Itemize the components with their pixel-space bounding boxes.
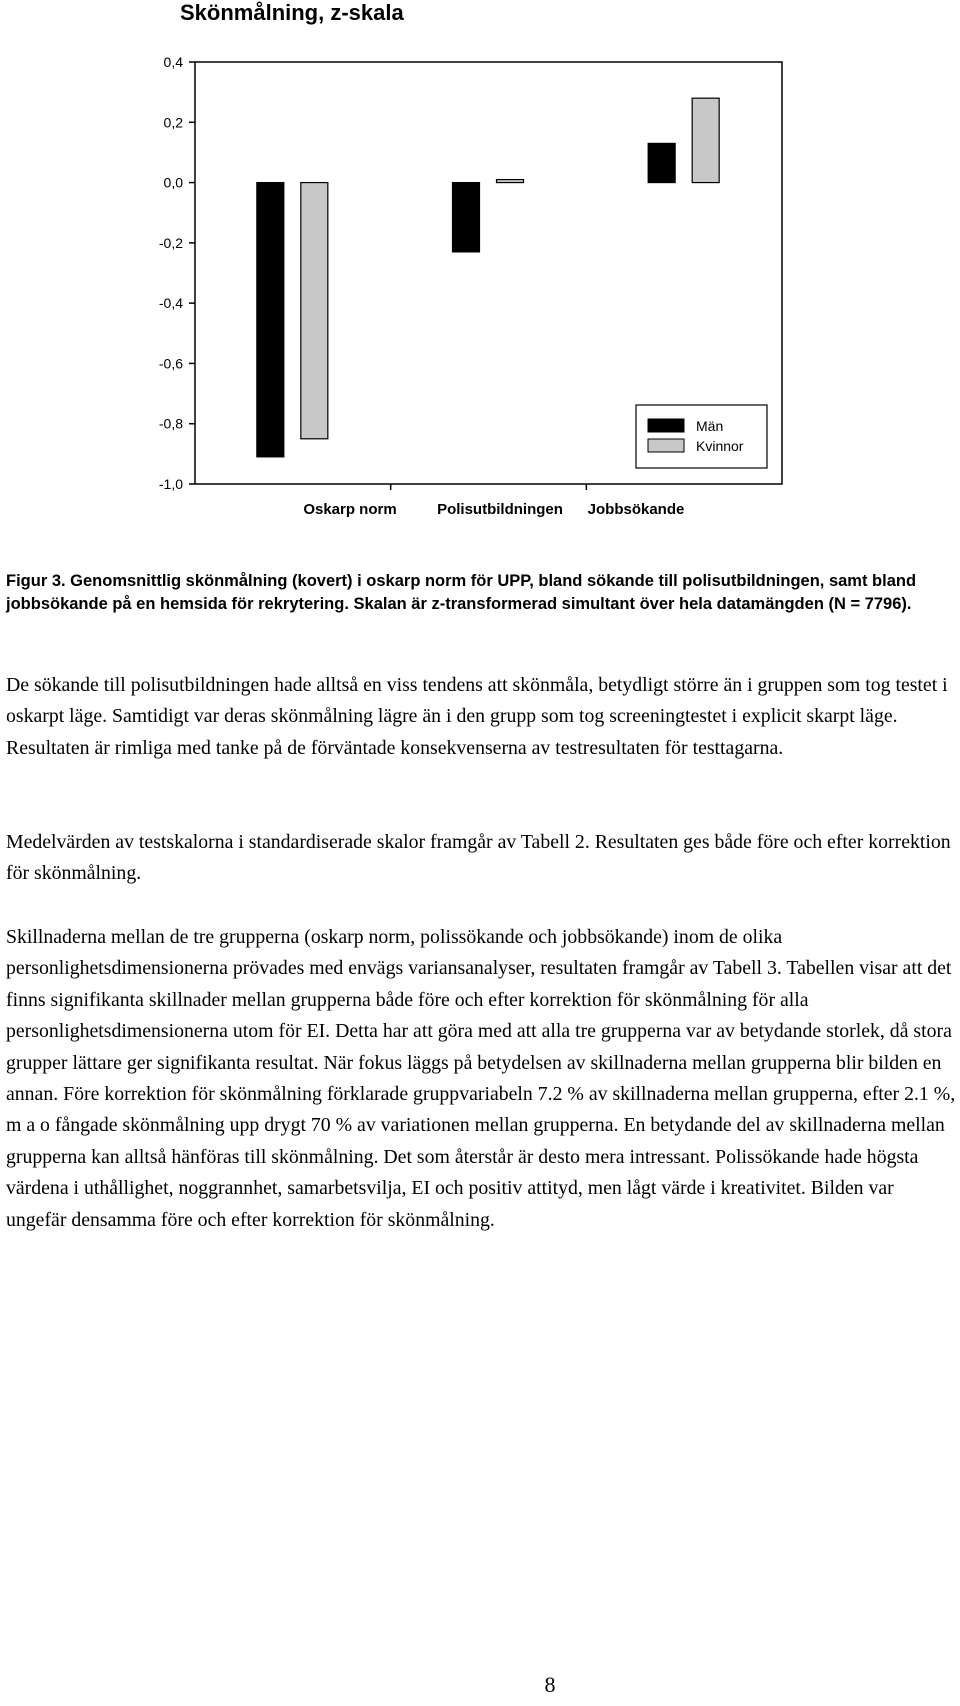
y-tick-label: -0,6: [158, 355, 183, 372]
y-tick-label: -0,2: [158, 234, 183, 251]
figure-caption: Figur 3. Genomsnittlig skönmålning (kovert) i oskarp norm för UPP, bland sökande till polisutbildningen, samt bland jobbsökande på en hemsida för rekrytering. Skalan är z-transformerad simultant över hela datamängden (N = 7796).: [6, 572, 917, 613]
page-number: 8: [544, 1672, 556, 1697]
y-tick-label: 0,2: [163, 114, 183, 131]
x-category-label: Oskarp norm: [303, 501, 397, 518]
bar: [648, 143, 675, 182]
legend-box: [636, 405, 767, 468]
x-category-label: Jobbsökande: [587, 501, 685, 518]
legend-label: Män: [696, 418, 724, 434]
bar: [497, 180, 524, 183]
legend-swatch: [648, 419, 684, 432]
bar: [692, 98, 719, 182]
y-tick-label: 0,0: [163, 174, 183, 191]
bar: [257, 183, 284, 457]
bar: [453, 183, 480, 252]
bar: [301, 183, 328, 439]
paragraph-1: De sökande till polisutbildningen hade alltså en viss tendens att skönmåla, betydligt större än i gruppen som tog testet i oskarpt läge. Samtidigt var deras skönmålning lägre än i den grupp som tog screeningtestet i explicit skarpt läge. Resultaten är rimliga med tanke på de förväntade konsekvenserna av testresultaten för testtagarna.: [6, 674, 948, 759]
chart-title: Skönmålning, z-skala: [180, 0, 404, 25]
bar-chart: [0, 0, 960, 530]
y-tick-label: -0,8: [158, 415, 183, 432]
y-tick-label: 0,4: [163, 54, 183, 70]
y-tick-label: -1,0: [158, 476, 183, 492]
legend-swatch: [648, 439, 684, 452]
paragraph-3: Skillnaderna mellan de tre grupperna (oskarp norm, polissökande och jobbsökande) inom de olika personlighetsdimensionerna prövades med envägs variansanalyser, resultaten framgår av Tabell 3. Tabellen visar att det finns signifikanta skillnader mellan grupperna både före och efter korrektion för skönmålning för alla personlighetsdimensionerna utom för EI. Detta har att göra med att alla tre grupperna var av betydande storlek, då stora grupper lättare ger signifikanta resultat. När fokus läggs på betydelsen av skillnaderna mellan grupperna blir bilden en annan. Före korrektion för skönmålning förklarade gruppvariabeln 7.2 % av skillnaderna mellan grupperna, efter 2.1 %, m a o fångade skönmålning upp drygt 70 % av variationen mellan grupperna. En betydande del av skillnaderna mellan grupperna kan alltså hänföras till skönmålning. Det som återstår är desto mera intressant. Polissökande hade högsta värdena i uthållighet, noggrannhet, samarbetsvilja, EI och positiv attityd, men lågt värde i kreativitet. Bilden var ungefär densamma före och efter korrektion för skönmålning.: [6, 926, 956, 1231]
y-tick-label: -0,4: [158, 295, 183, 312]
legend-label: Kvinnor: [696, 438, 744, 454]
paragraph-2: Medelvärden av testskalorna i standardiserade skalor framgår av Tabell 2. Resultaten ges både före och efter korrektion för skönmålning.: [6, 831, 951, 885]
x-category-label: Polisutbildningen: [437, 501, 563, 518]
